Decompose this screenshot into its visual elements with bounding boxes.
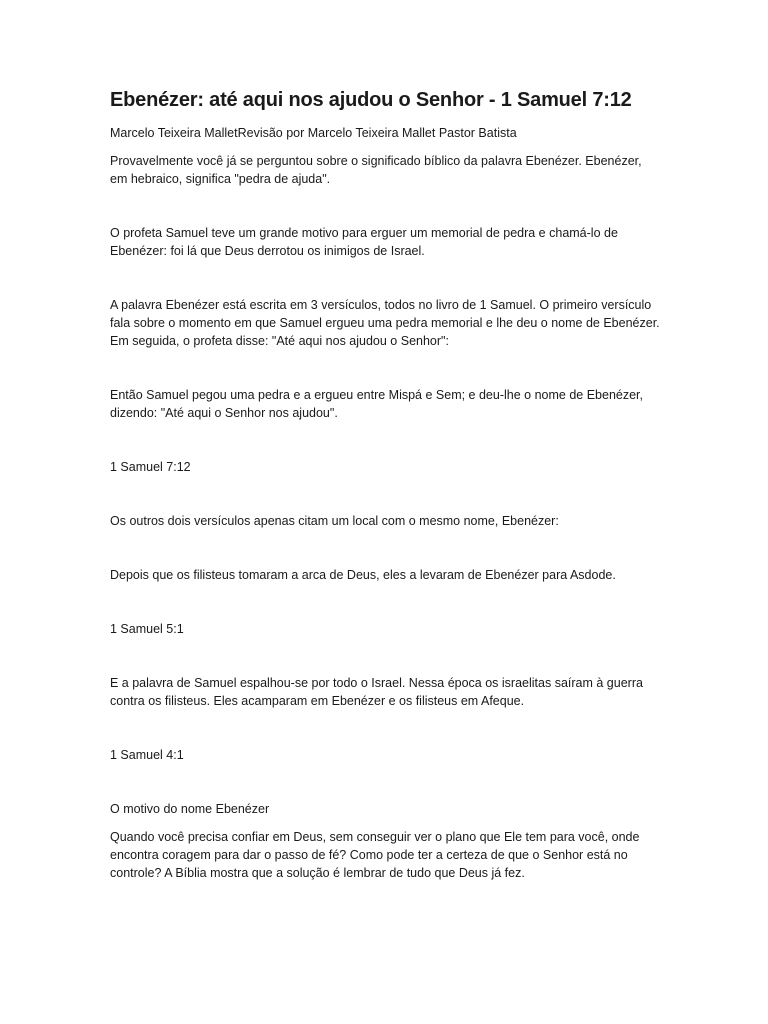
paragraph-motive: Quando você precisa confiar em Deus, sem conseguir ver o plano que Ele tem para você, onde encontra coragem para dar o passo de fé? Como pode ter a certeza de que o Senhor está no controle? A Bíblia mostra que a solução é lembrar de tudo que Deus já fez.: [110, 830, 640, 880]
verse-quote: Depois que os filisteus tomaram a arca de Deus, eles a levaram de Ebenézer para Asdode.: [110, 568, 616, 582]
section-heading: O motivo do nome Ebenézer: [110, 802, 270, 816]
paragraph-intro: Provavelmente você já se perguntou sobre o significado bíblico da palavra Ebenézer. Ebenézer, em hebraico, significa "pedra de ajuda".: [110, 154, 642, 186]
verse-reference: 1 Samuel 4:1: [110, 748, 184, 762]
verse-quote: E a palavra de Samuel espalhou-se por todo o Israel. Nessa época os israelitas saíram à guerra contra os filisteus. Eles acamparam em Ebenézer e os filisteus em Afeque.: [110, 676, 643, 708]
document-page: [110, 86, 662, 882]
paragraph-memorial: O profeta Samuel teve um grande motivo para erguer um memorial de pedra e chamá-lo de Ebenézer: foi lá que Deus derrotou os inimigos de Israel.: [110, 226, 618, 258]
verse-reference: 1 Samuel 5:1: [110, 622, 184, 636]
paragraph-verses: A palavra Ebenézer está escrita em 3 versículos, todos no livro de 1 Samuel. O primeiro versículo fala sobre o momento em que Samuel ergueu uma pedra memorial e lhe deu o nome de Ebenézer. Em seguida, o profeta disse: "Até aqui nos ajudou o Senhor":: [110, 298, 660, 348]
verse-reference: 1 Samuel 7:12: [110, 460, 191, 474]
paragraph-other-verses: Os outros dois versículos apenas citam um local com o mesmo nome, Ebenézer:: [110, 514, 559, 528]
document-byline: Marcelo Teixeira MalletRevisão por Marcelo Teixeira Mallet Pastor Batista: [110, 126, 517, 140]
verse-quote: Então Samuel pegou uma pedra e a ergueu entre Mispá e Sem; e deu-lhe o nome de Ebenézer, dizendo: "Até aqui o Senhor nos ajudou".: [110, 388, 643, 420]
document-title: Ebenézer: até aqui nos ajudou o Senhor - 1 Samuel 7:12: [110, 89, 632, 111]
